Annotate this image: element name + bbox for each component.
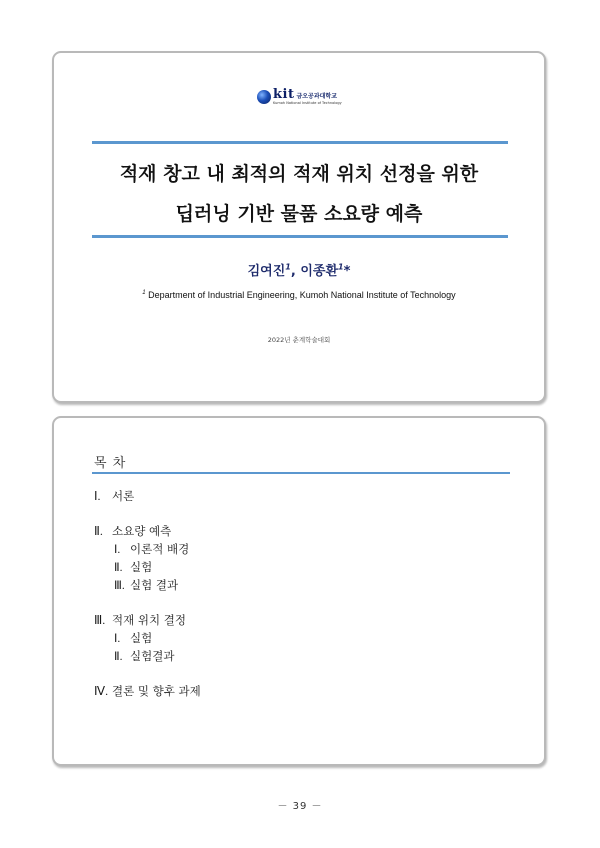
toc-subsection: [94, 577, 201, 595]
toc-subsection: [94, 630, 201, 648]
subsection-label: 실험: [130, 631, 153, 645]
section-label: 결론 및 향후 과제: [112, 684, 201, 698]
toc-slide: [52, 416, 546, 766]
subsection-number: Ⅱ.: [114, 562, 123, 574]
subsection-number: Ⅱ.: [114, 651, 123, 663]
author-2-affiliation: 1: [338, 262, 344, 272]
globe-icon: [257, 90, 271, 104]
section-number: Ⅳ.: [94, 684, 109, 698]
table-of-contents: [94, 488, 201, 701]
title-rule-bottom: [92, 235, 508, 238]
author-1: 김여진: [247, 264, 286, 279]
section-number: Ⅲ.: [94, 613, 106, 627]
authors: [54, 260, 544, 279]
toc-section: [94, 683, 201, 701]
affiliation-text: Department of Industrial Engineering, Kumoh National Institute of Technology: [148, 290, 456, 300]
title-line-2: 딥러닝 기반 물품 소요량 예측: [175, 203, 423, 225]
page-number: － 39 －: [277, 801, 323, 812]
section-label: 서론: [112, 489, 135, 503]
corresponding-mark: *: [343, 264, 351, 279]
subsection-label: 이론적 배경: [130, 542, 190, 556]
subsection-number: Ⅰ.: [114, 633, 121, 645]
section-label: 소요량 예측: [112, 524, 172, 538]
subsection-number: Ⅰ.: [114, 544, 121, 556]
title-rule-top: [92, 141, 508, 144]
subsection-label: 실험: [130, 560, 153, 574]
affiliation-mark: 1: [142, 290, 146, 296]
subsection-label: 실험 결과: [130, 578, 179, 592]
toc-section: [94, 612, 201, 630]
toc-rule: [92, 472, 510, 474]
toc-heading: 목 차: [94, 456, 127, 471]
toc-subsection: [94, 648, 201, 666]
section-number: Ⅰ.: [94, 489, 101, 503]
logo-english-name: Kumoh National Institute of Technology: [273, 101, 342, 105]
title-line-1: 적재 창고 내 최적의 적재 위치 선정을 위한: [119, 163, 479, 185]
subsection-label: 실험결과: [130, 649, 175, 663]
author-separator: ,: [290, 264, 301, 279]
section-number: Ⅱ.: [94, 524, 103, 538]
toc-section: [94, 488, 201, 506]
affiliation: [54, 290, 544, 300]
logo-brand: kit: [273, 87, 295, 102]
subsection-number: Ⅲ.: [114, 580, 125, 592]
university-logo: [257, 88, 342, 106]
author-1-affiliation: 1: [285, 262, 291, 272]
toc-subsection: [94, 559, 201, 577]
toc-section: [94, 523, 201, 541]
conference-name: 2022년 춘계학술대회: [267, 336, 331, 344]
toc-subsection: [94, 541, 201, 559]
author-2: 이종환: [300, 264, 339, 279]
title-slide: [52, 51, 546, 403]
logo-korean-name: 금오공과대학교: [296, 93, 338, 100]
section-label: 적재 위치 결정: [112, 613, 186, 627]
